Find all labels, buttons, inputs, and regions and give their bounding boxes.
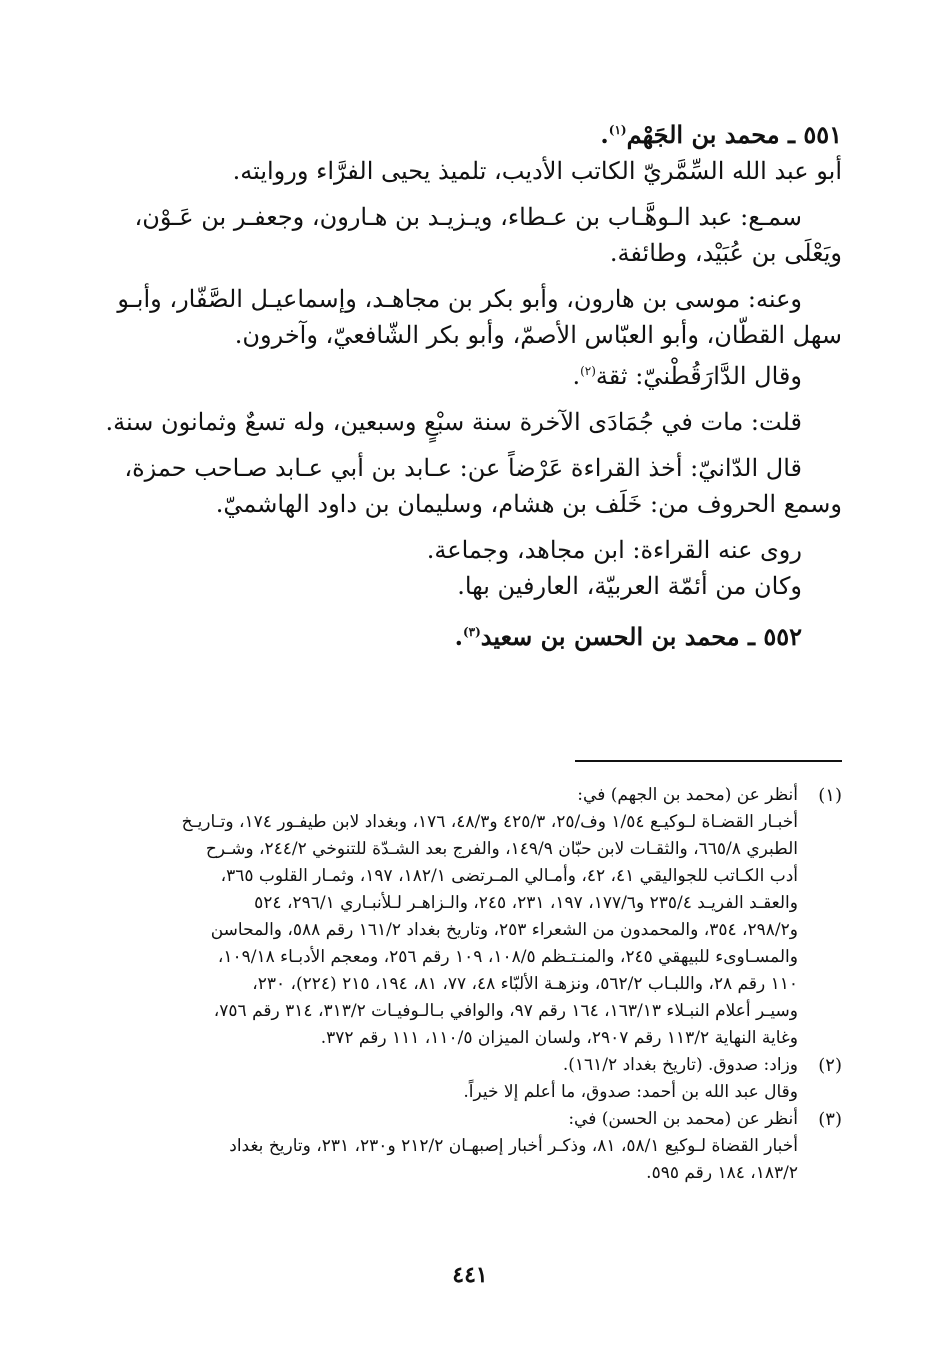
footnote-line: الطبري ٦٦٥/٨، والثقـات لابن حبّان ١٤٩/٩، والفرج بعد الشـدّة للتنوخي ٢٤٤/٢، وشـرح: [205, 839, 798, 859]
footnote-body: [120, 1106, 798, 1187]
footnote-number: (٢): [818, 1055, 842, 1076]
footnote-ref-1[interactable]: (١): [608, 123, 627, 137]
footnote-ref-3[interactable]: (٣): [462, 625, 481, 639]
entry-551-daraqutni: [120, 353, 842, 394]
footnote-line: أخبار القضاة لـوكيع ٥٨/١، ٨١، وذكـر أخبار إصبهـان ٢١٢/٢ و٢٣٠، ٢٣١، وتاريخ بغداد: [229, 1136, 798, 1156]
footnote-3: [120, 1106, 842, 1187]
footnote-separator: [575, 760, 842, 762]
entry-551-death: قلت: مات في جُمَادَى الآخرة سنة سبْعٍ وسبعين، وله تسعٌ وثمانون سنة.: [105, 408, 802, 436]
main-text: [105, 112, 842, 655]
footnote-line: وسيـر أعلام النبـلاء ١٦٣/١٣، ١٦٤ رقم ٩٧، والوافي بـالـوفيـات ٣١٣/٢، ٣١٤ رقم ٧٥٦،: [213, 1001, 798, 1021]
footnote-line: أدب الكـاتب للجواليقي ٤١، ٤٢، وأمـالي المـرتضى ١٨٢/١، ١٩٧، وثمـار القلوب ٣٦٥،: [220, 866, 798, 886]
footnote-line: والعقـد الفريـد ٢٣٥/٤ و١٧٧/٦، ١٩٧، ٢٣١، ٢٤٥، والـزاهـر لـلأنبـاري ٢٩٦/١، ٥٢٤: [254, 893, 798, 913]
entry-551-arabic-scholars: وكان من أئمّة العربيّة، العارفين بها.: [457, 572, 802, 600]
entry-551-dani-2: وسمع الحروف من: خَلَف بن هشام، وسليمان بن داود الهاشميّ.: [215, 490, 842, 518]
entry-551-teachers-2: ويَعْلَى بن عُبَيْد، وطائفة.: [609, 239, 842, 267]
entry-551-teachers-1: سمـع: عبد الـوهَّـاب بن عـطاء، ويـزيـد بن هـارون، وجعفـر بن عَـوْن،: [134, 203, 802, 231]
footnote-ref-2[interactable]: (٢): [580, 364, 596, 378]
entry-551-heading: [120, 112, 842, 153]
footnote-line: أنظر عن (محمد بن الحسن) في:: [568, 1109, 798, 1129]
entry-551-title: ٥٥١ ـ محمد بن الجَهْم: [626, 120, 842, 149]
footnote-line: أنظر عن (محمد بن الجهم) في:: [577, 785, 798, 805]
footnote-number: (١): [818, 785, 842, 806]
footnote-line: ١٨٣/٢، ١٨٤ رقم ٥٩٥.: [646, 1163, 798, 1183]
footnote-line: و٢٩٨/٢، ٣٥٤، والمحمدون من الشعراء ٢٥٣، وتاريخ بغداد ١٦١/٢ رقم ٥٨٨، والمحاسن: [210, 920, 798, 940]
entry-551-description: أبو عبد الله السِّمَّريّ الكاتب الأديب، تلميذ يحيى الفرَّاء وروايته.: [232, 157, 842, 185]
footnote-body: [120, 1052, 798, 1106]
footnote-2: [120, 1052, 842, 1106]
heading-period: .: [600, 120, 609, 149]
entry-552-heading: [120, 614, 842, 655]
entry-551-students-1: وعنه: موسى بن هارون، وأبو بكر بن مجاهـد، وإسماعيـل الصَّفّار، وأبـو: [117, 285, 802, 313]
footnotes: [120, 782, 842, 1187]
daraqutni-text: وقال الدَّارَقُطْنيّ: ثقة: [595, 362, 802, 390]
entry-551-dani-1: قال الدّانيّ: أخذ القراءة عَرْضاً عن: عـابد بن أبي عـابد صـاحب حمزة،: [124, 454, 802, 482]
footnote-line: وزاد: صدوق. (تاريخ بغداد ١٦١/٢).: [562, 1055, 798, 1075]
heading-period: .: [454, 622, 463, 651]
footnote-line: ١١٠ رقم ٢٨، واللبـاب ٥٦٢/٢، ونزهـة الألبّاء ٤٨، ٧٧، ٨١، ١٩٤، ٢١٥ (٢٢٤)، ٢٣٠،: [252, 974, 798, 994]
footnote-line: وقال عبد الله بن أحمد: صدوق، ما أعلم إلا خيراً.: [463, 1082, 798, 1102]
footnote-number: (٣): [818, 1109, 842, 1130]
footnote-body: [120, 782, 798, 1052]
entry-551-narrators: روى عنه القراءة: ابن مجاهد، وجماعة.: [426, 536, 802, 564]
entry-551-students-2: سهل القطّان، وأبو العبّاس الأصمّ، وأبو بكر الشّافعيّ، وآخرون.: [234, 321, 842, 349]
daraqutni-period: .: [572, 362, 581, 390]
footnote-line: أخبـار القضـاة لـوكيـع ١/٥٤ وف/٢٥، ٤٢٥/٣ و٤٨/٣، ١٧٦، وبغداد لابن طيفـور ١٧٤، وتـاريـخ: [181, 812, 798, 832]
footnote-1: [120, 782, 842, 1052]
entry-552-title: ٥٥٢ ـ محمد بن الحسن بن سعيد: [480, 622, 802, 651]
footnote-line: وغاية النهاية ١١٣/٢ رقم ٢٩٠٧، ولسان الميزان ١١٠/٥، ١١١ رقم ٣٧٢.: [320, 1028, 798, 1048]
footnote-line: والمسـاوىء للبيهقي ٢٤٥، والمنـتـظم ١٠٨/٥، ١٠٩ رقم ٢٥٦، ومعجم الأدبـاء ١٠٩/١٨،: [217, 947, 798, 967]
page-number: ٤٤١: [452, 1262, 488, 1288]
